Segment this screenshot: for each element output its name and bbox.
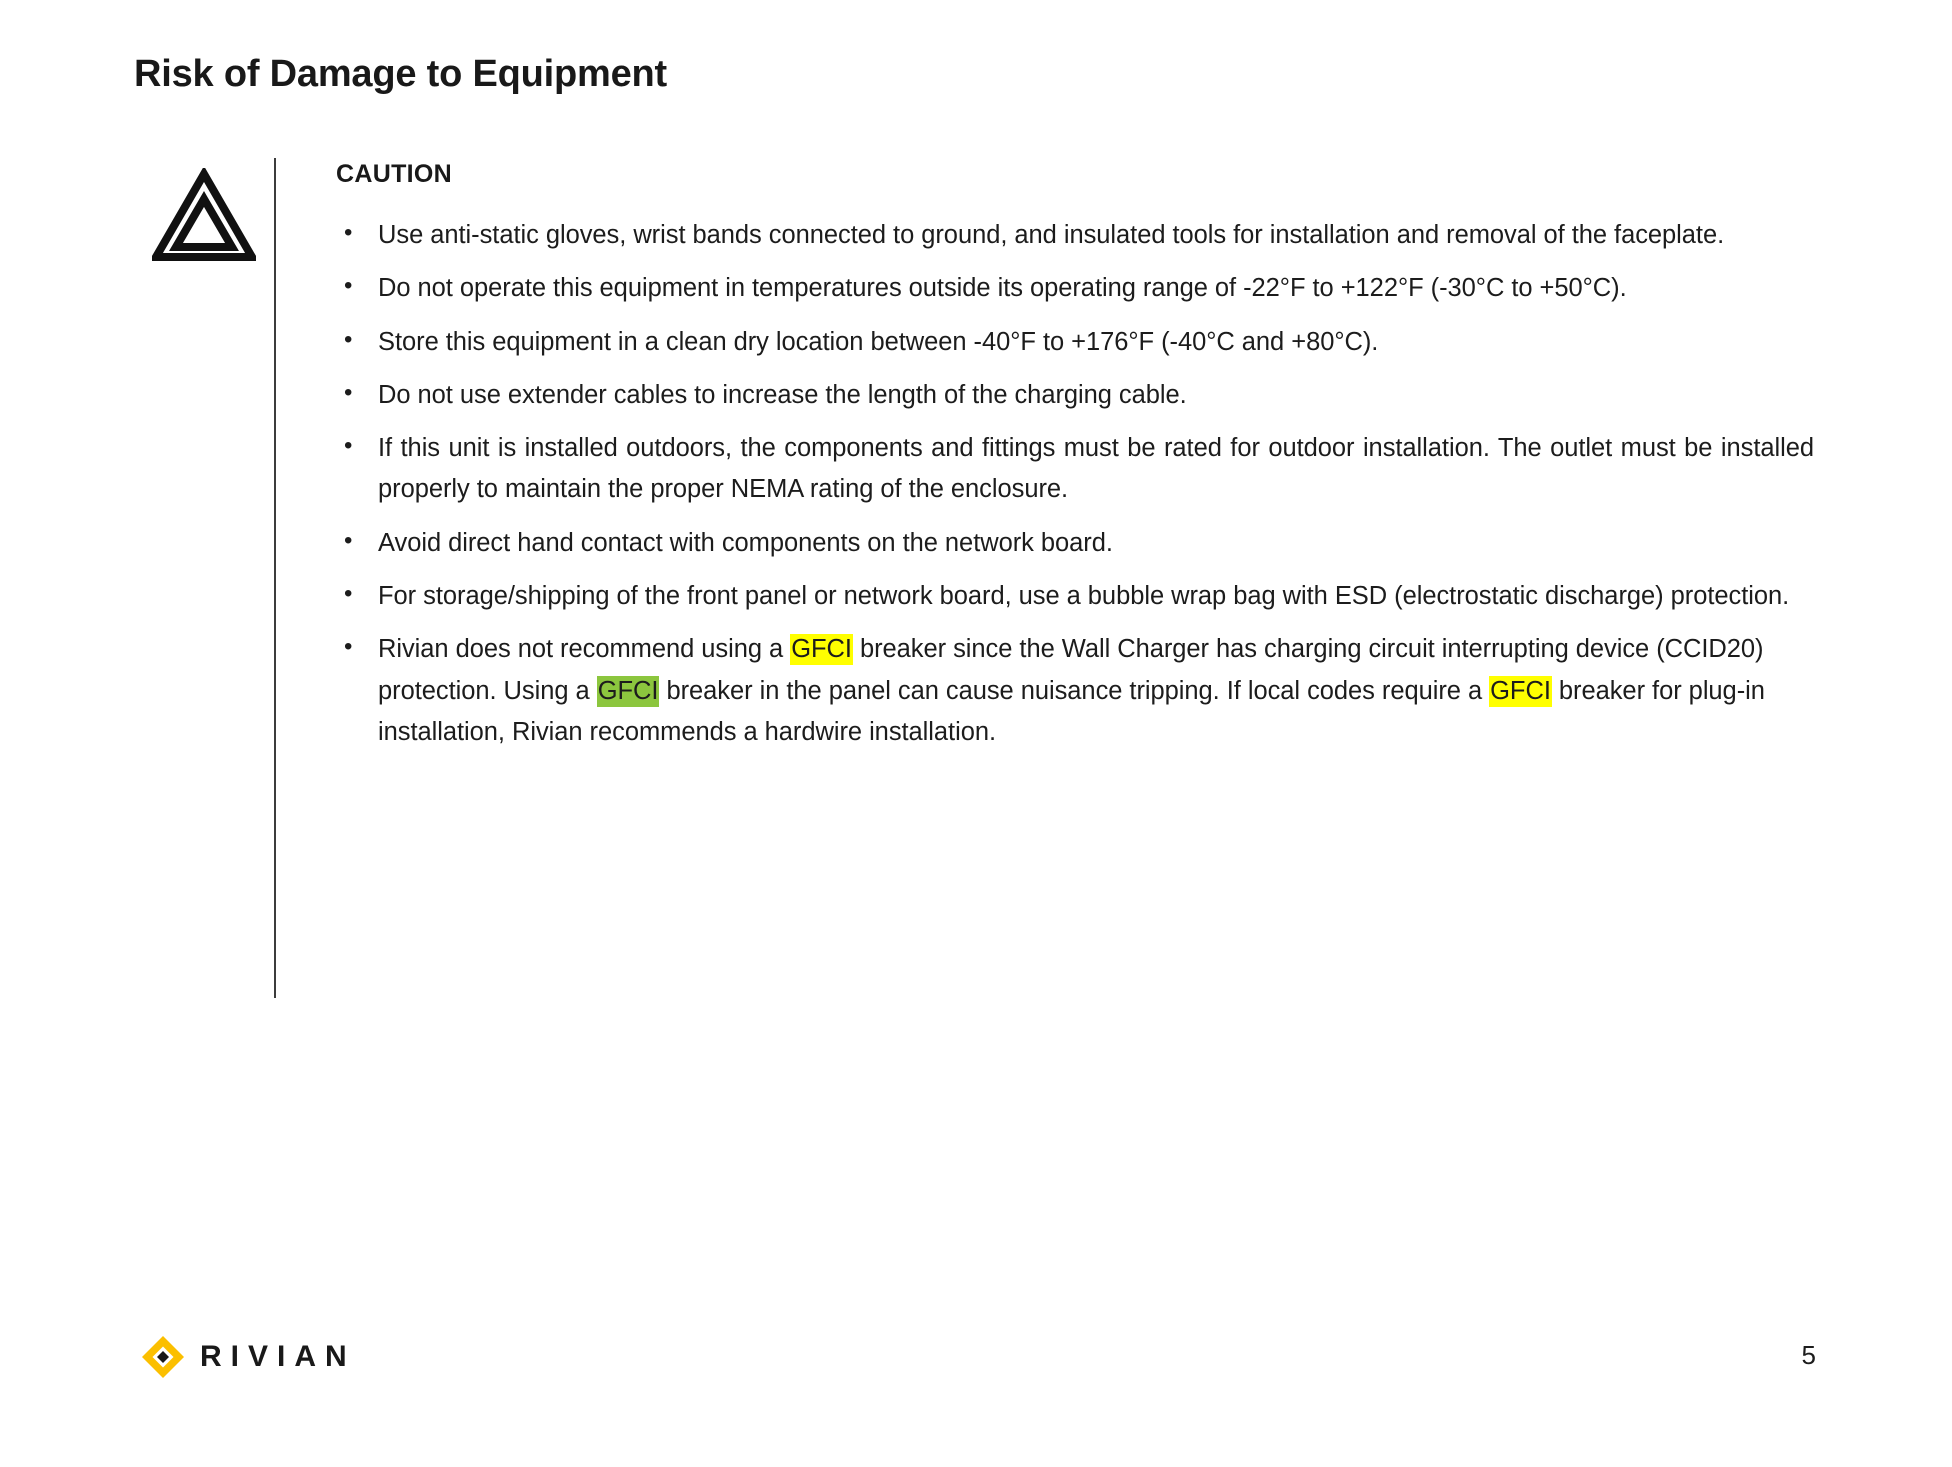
bullet-text: Use anti-static gloves, wrist bands connected to ground, and insulated tools for installation and removal of the faceplate. — [378, 221, 1725, 249]
warning-triangle-icon — [152, 168, 256, 262]
bullet-text: • If this unit is installed outdoors, the components and fittings must be rated for outdoor installation. The outlet must be installed properly to maintain the proper NEMA rating of the enclosure. — [378, 434, 1814, 504]
caution-callout — [134, 158, 1814, 998]
brand-name: RIVIAN — [200, 1340, 356, 1373]
bullet-text: Store this equipment in a clean dry location between -40°F to +176°F (-40°C and +80°C). — [378, 327, 1379, 356]
caution-bullet-list — [336, 215, 1814, 753]
caution-body — [276, 158, 1814, 765]
list-item — [336, 268, 1814, 309]
gfci-segment-1: Rivian does not recommend using a — [378, 635, 791, 664]
gfci-highlight-1: GFCI — [791, 635, 852, 664]
bullet-text: For storage/shipping of the front panel or network board, use a bubble wrap bag with ESD (electrostatic discharge) protection. — [378, 582, 1790, 611]
list-item — [336, 215, 1814, 256]
bullet-text: Do not use extender cables to increase the length of the charging cable. — [378, 380, 1187, 409]
gfci-segment-2: breaker since the Wall Charger has charging circuit interrupting device (CCID20) protection. Using a — [378, 635, 1764, 705]
gfci-highlight-3: GFCI — [1490, 676, 1551, 705]
bullet-text: Avoid direct hand contact with components on the network board. — [378, 528, 1113, 557]
page-title: Risk of Damage to Equipment — [134, 53, 668, 95]
list-item — [336, 375, 1814, 416]
page-number: 5 — [1801, 1340, 1816, 1370]
caution-label: CAUTION — [336, 160, 452, 188]
list-item — [336, 523, 1814, 564]
list-item — [336, 322, 1814, 363]
bullet-text: Do not operate this equipment in temperatures outside its operating range of -22°F to +122°F (-30°C to +50°C). — [378, 274, 1627, 303]
rivian-diamond-logo — [140, 1334, 186, 1380]
caution-icon-cell — [134, 158, 274, 262]
list-item-gfci — [336, 629, 1814, 753]
list-item — [336, 428, 1814, 511]
gfci-segment-3: breaker in the panel can cause nuisance tripping. If local codes require a — [659, 676, 1490, 705]
footer-brand-logo — [140, 1335, 356, 1379]
list-item — [336, 576, 1814, 617]
gfci-segment-4: breaker for plug-in installation, Rivian recommends a hardwire installation. — [378, 676, 1765, 746]
gfci-highlight-2: GFCI — [597, 676, 659, 705]
